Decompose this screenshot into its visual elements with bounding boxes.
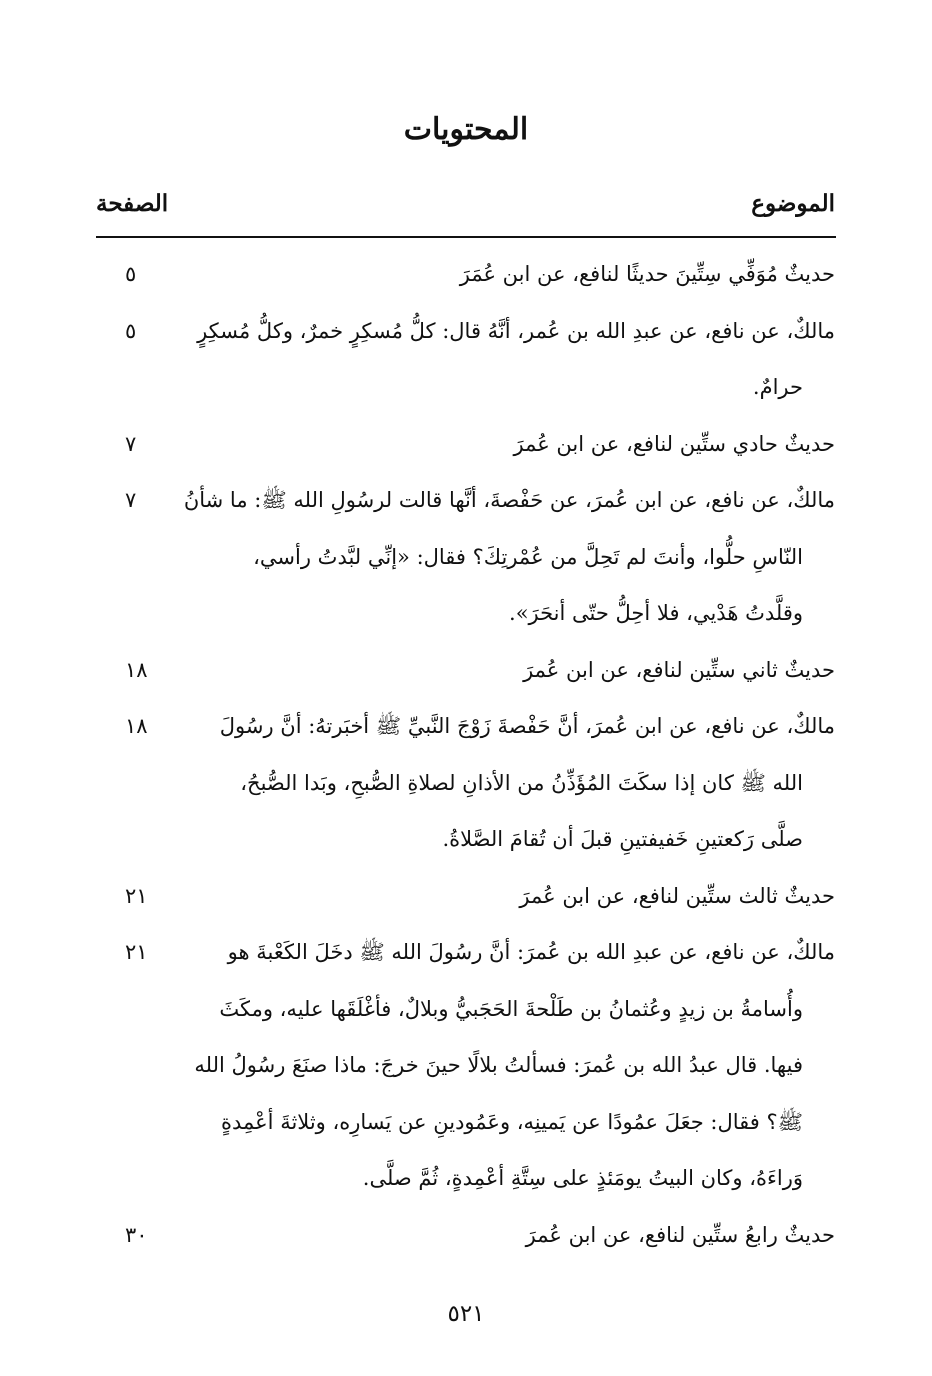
entry-page-number: ٥ [125,262,137,286]
entry-page-number: ٣٠ [125,1222,148,1247]
entry-text [167,416,835,473]
page-number: ٥٢١ [447,1301,485,1327]
entry-text [167,303,835,416]
entry-line: مالكٌ، عن نافع، عن ابن عُمرَ، عن حَفْصةَ، أنَّها قالت لرسُولِ الله ﷺ: ما شأنُ [183,488,835,512]
entry-line: مالكٌ، عن نافع، عن ابن عُمرَ، أنَّ حَفْصةَ زَوْجَ النَّبيِّ ﷺ أخبَرتهُ: أنَّ رسُولَ [219,714,835,738]
page-title: المحتويات [403,112,529,147]
entry-page-number: ٧ [125,431,137,456]
entry-text [167,642,835,699]
entry-line: ﷺ؟ فقال: جعَلَ عمُودًا عن يَمينِه، وعَمُودينِ عن يَسارِه، وثلاثةَ أعْمِدةٍ [220,1109,803,1134]
entry-line: حديثٌ مُوَفِّي سِتِّينَ حديثًا لنافع، عن ابن عُمَرَ [459,262,835,286]
entry-line: حديثٌ حادي ستِّين لنافع، عن ابن عُمرَ [513,431,835,456]
entry-line: صلَّى رَكعتينِ خَفيفتينِ قبلَ أن تُقامَ الصَّلاةُ. [442,827,803,851]
contents-heading-entry [95,868,835,925]
entry-page-number: ١٨ [125,657,148,682]
entry-page-number: ٧ [125,488,137,512]
contents-heading-entry [95,246,835,303]
contents-hadith-entry [95,698,835,868]
contents-hadith-entry [95,472,835,642]
header-divider [96,236,836,238]
page-column-header: الصفحة [96,190,169,217]
topic-column-header: الموضوع [751,190,835,217]
entry-page-number: ٥ [125,318,137,343]
contents-heading-entry [95,416,835,473]
contents-hadith-entry [95,924,835,1207]
entry-line: وَراءَهُ، وكان البيتُ يومَئذٍ على سِتَّةِ أعْمِدةٍ، ثُمَّ صلَّى. [362,1166,803,1190]
entry-text [167,1207,835,1264]
entry-line: مالكٌ، عن نافع، عن عبدِ الله بن عُمرَ: أنَّ رسُولَ الله ﷺ دخَلَ الكَعْبةَ هو [227,940,835,964]
contents-heading-entry [95,1207,835,1264]
entry-text [167,924,835,1207]
entry-text [167,472,835,642]
contents-hadith-entry [95,303,835,416]
entry-page-number: ١٨ [125,714,148,738]
entry-line: حديثٌ رابعُ ستِّين لنافع، عن ابن عُمرَ [525,1222,835,1247]
entry-page-number: ٢١ [125,940,148,964]
entry-line: حديثٌ ثالث ستِّين لنافع، عن ابن عُمرَ [519,883,835,908]
contents-heading-entry [95,642,835,699]
entry-line: مالكٌ، عن نافع، عن عبدِ الله بن عُمر، أنَّهُ قال: كلُّ مُسكِرٍ خمرٌ، وكلُّ مُسكِرٍ [197,318,835,343]
entry-line: حرامٌ. [752,375,803,399]
contents-list [95,246,835,1263]
entry-line: وأُسامةُ بن زيدٍ وعُثمانُ بن طَلْحةَ الحَجَبيُّ وبلالٌ، فأغْلَقَها عليه، ومكَثَ [219,996,803,1021]
entry-text [167,246,835,303]
entry-text [167,698,835,868]
entry-page-number: ٢١ [125,883,148,908]
entry-text [167,868,835,925]
entry-line: فيها. قال عبدُ الله بن عُمرَ: فسألتُ بلالًا حينَ خرجَ: ماذا صنَعَ رسُولُ الله [194,1053,803,1077]
entry-line: الله ﷺ كان إذا سكَتَ المُؤَذِّنُ من الأذانِ لصلاةِ الصُّبحِ، وبَدا الصُّبحُ، [240,770,803,795]
entry-line: وقلَّدتُ هَدْيي، فلا أحِلُّ حتّى أنحَرَ». [509,601,803,625]
entry-line: النّاسِ حلُّوا، وأنتَ لم تَحِلَّ من عُمْرتِكَ؟ فقال: «إنِّي لبَّدتُ رأسي، [253,544,803,569]
entry-line: حديثٌ ثاني ستِّين لنافع، عن ابن عُمرَ [523,657,835,682]
